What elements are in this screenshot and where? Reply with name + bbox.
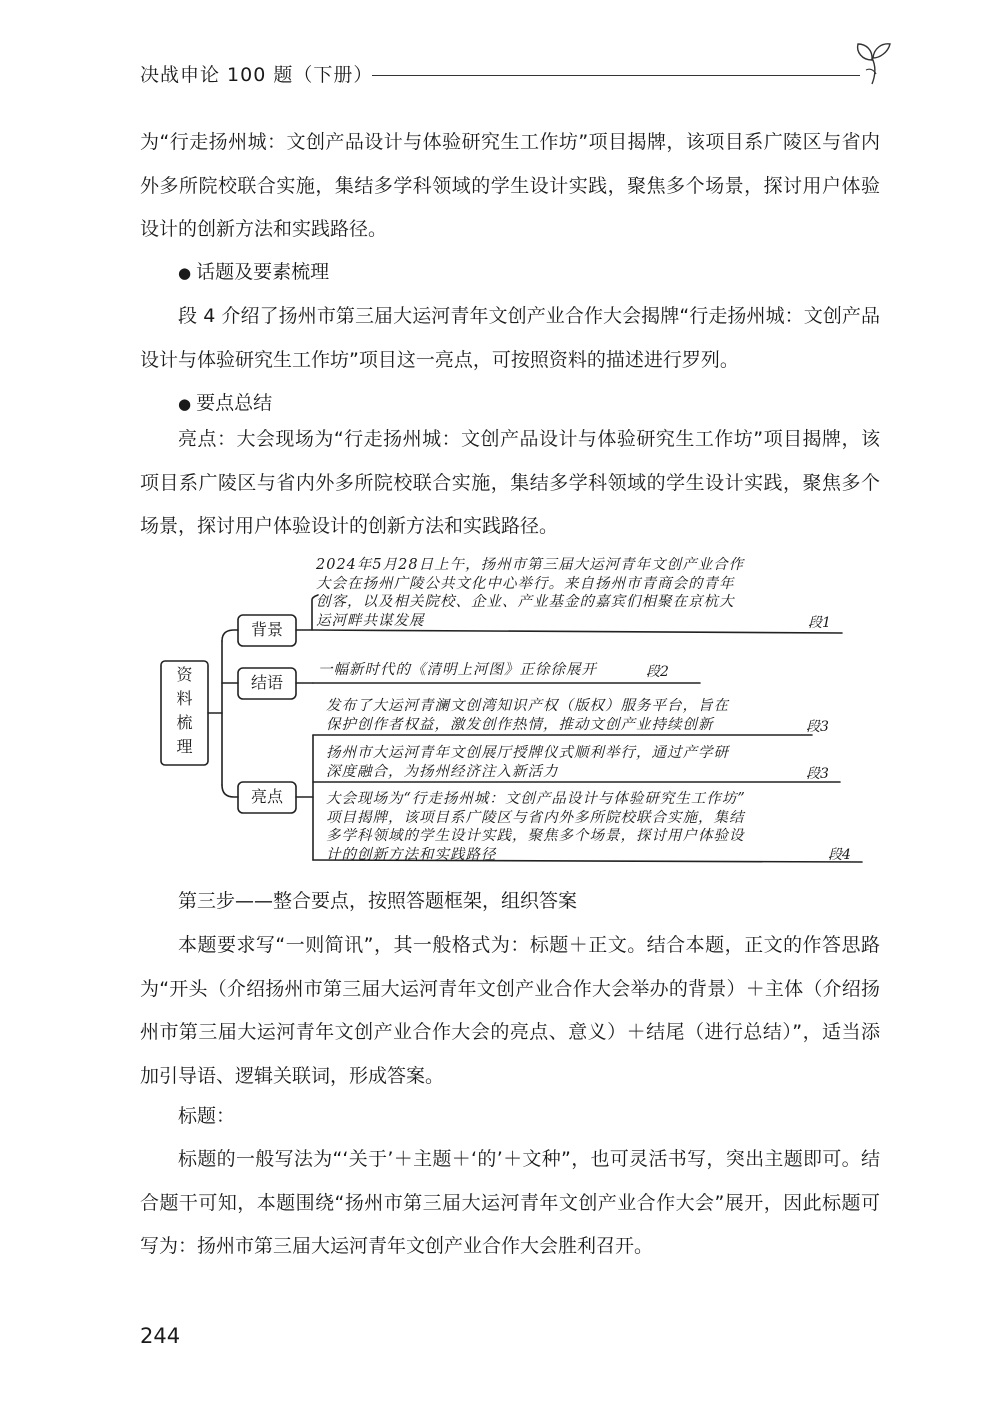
bullet-icon: ●: [178, 395, 192, 413]
running-header-title: 决战申论 100 题（下册）: [140, 64, 374, 86]
paragraph-continuation: 为“行走扬州城：文创产品设计与体验研究生工作坊”项目揭牌，该项目系广陵区与省内外多所院校联合实施，集结多学科领域的学生设计实践，聚焦多个场景，探讨用户体验设计的创新方法和实践路径。: [140, 131, 880, 240]
highlight1-line: 保护创作者权益，激发创作热情，推动文创产业持续创新: [326, 716, 714, 733]
step-three-heading: 第三步——整合要点，按照答题框架，组织答案: [178, 890, 578, 912]
highlight2-line: 扬州市大运河青年文创展厅授牌仪式顺利举行，通过产学研: [326, 745, 729, 761]
highlight3-line: 大会现场为“行走扬州城：文创产品设计与体验研究生工作坊”: [326, 791, 746, 807]
branch-label-background: 背景: [250, 620, 283, 639]
running-header: [140, 58, 900, 92]
highlight1-text-block: [326, 697, 729, 734]
branch-label-highlights: 亮点: [250, 787, 283, 806]
branch-label-conclusion: 结语: [250, 673, 283, 692]
background-line: 2024年5月28日上午，扬州市第三届大运河青年文创产业合作: [316, 557, 745, 573]
section-ref-highlight3: 段4: [828, 847, 851, 863]
title-label: 标题：: [178, 1105, 236, 1127]
section-heading-summary-text: 要点总结: [196, 392, 273, 414]
section-heading-topics-text: 话题及要素梳理: [196, 261, 330, 283]
section-ref-conclusion: 段2: [646, 664, 669, 680]
background-line: 运河畔共谋发展: [316, 612, 425, 629]
paragraph-answer-framework: 本题要求写“一则简讯”，其一般格式为：标题＋正文。结合本题，正文的作答思路为“开头（介绍扬州市第三届大运河青年文创产业合作大会举办的背景）＋主体（介绍扬州市第三届大运河青年文创产业合作大会的亮点、意义）＋结尾（进行总结）”，适当添加引导语、逻辑关联词，形成答案。: [140, 934, 880, 1087]
section-ref-highlight1: 段3: [806, 719, 829, 735]
root-char-4: 理: [176, 737, 193, 756]
page-number: 244: [140, 1324, 181, 1348]
highlight2-text-block: [326, 744, 729, 781]
paragraph-topic-analysis: 段 4 介绍了扬州市第三届大运河青年文创产业合作大会揭牌“行走扬州城：文创产品设计与体验研究生工作坊”项目这一亮点，可按照资料的描述进行罗列。: [140, 305, 880, 371]
root-char-1: 资: [176, 665, 193, 684]
highlight3-text-block: [326, 790, 746, 864]
root-char-3: 梳: [176, 713, 193, 732]
section-heading-topics: [178, 251, 329, 296]
background-line: 创客，以及相关院校、企业、产业基金的嘉宾们相聚在京杭大: [316, 594, 735, 610]
background-text-block: [316, 556, 744, 630]
paragraph-title-method: 标题的一般写法为“‘关于’＋主题＋‘的’＋文种”，也可灵活书写，突出主题即可。结合题干可知，本题围绕“扬州市第三届大运河青年文创产业合作大会”展开，因此标题可写为：扬州市第三届大运河青年文创产业合作大会胜利召开。: [140, 1148, 880, 1257]
sprout-icon: [852, 40, 896, 86]
highlight2-line: 深度融合，为扬州经济注入新活力: [326, 763, 559, 780]
header-rule: [372, 75, 860, 76]
conclusion-text: 一幅新时代的《清明上河图》正徐徐展开: [318, 662, 597, 678]
highlight1-line: 发布了大运河青澜文创湾知识产权（版权）服务平台，旨在: [326, 698, 729, 714]
highlight3-line: 计的创新方法和实践路径: [326, 846, 497, 863]
root-char-2: 料: [176, 689, 193, 708]
highlight3-line: 项目揭牌，该项目系广陵区与省内外多所院校联合实施，集结: [326, 809, 745, 826]
paragraph-highlight-summary: 亮点：大会现场为“行走扬州城：文创产品设计与体验研究生工作坊”项目揭牌，该项目系广陵区与省内外多所院校联合实施，集结多学科领域的学生设计实践，聚焦多个场景，探讨用户体验设计的创新方法和实践路径。: [140, 428, 880, 537]
highlight3-line: 多学科领域的学生设计实践，聚焦多个场景，探讨用户体验设: [326, 828, 745, 844]
background-line: 大会在扬州广陵公共文化中心举行。来自扬州市青商会的青年: [316, 575, 735, 592]
section-ref-highlight2: 段3: [806, 766, 829, 782]
section-ref-background: 段1: [808, 615, 831, 631]
bullet-icon: ●: [178, 264, 192, 282]
root-label: [161, 666, 208, 756]
